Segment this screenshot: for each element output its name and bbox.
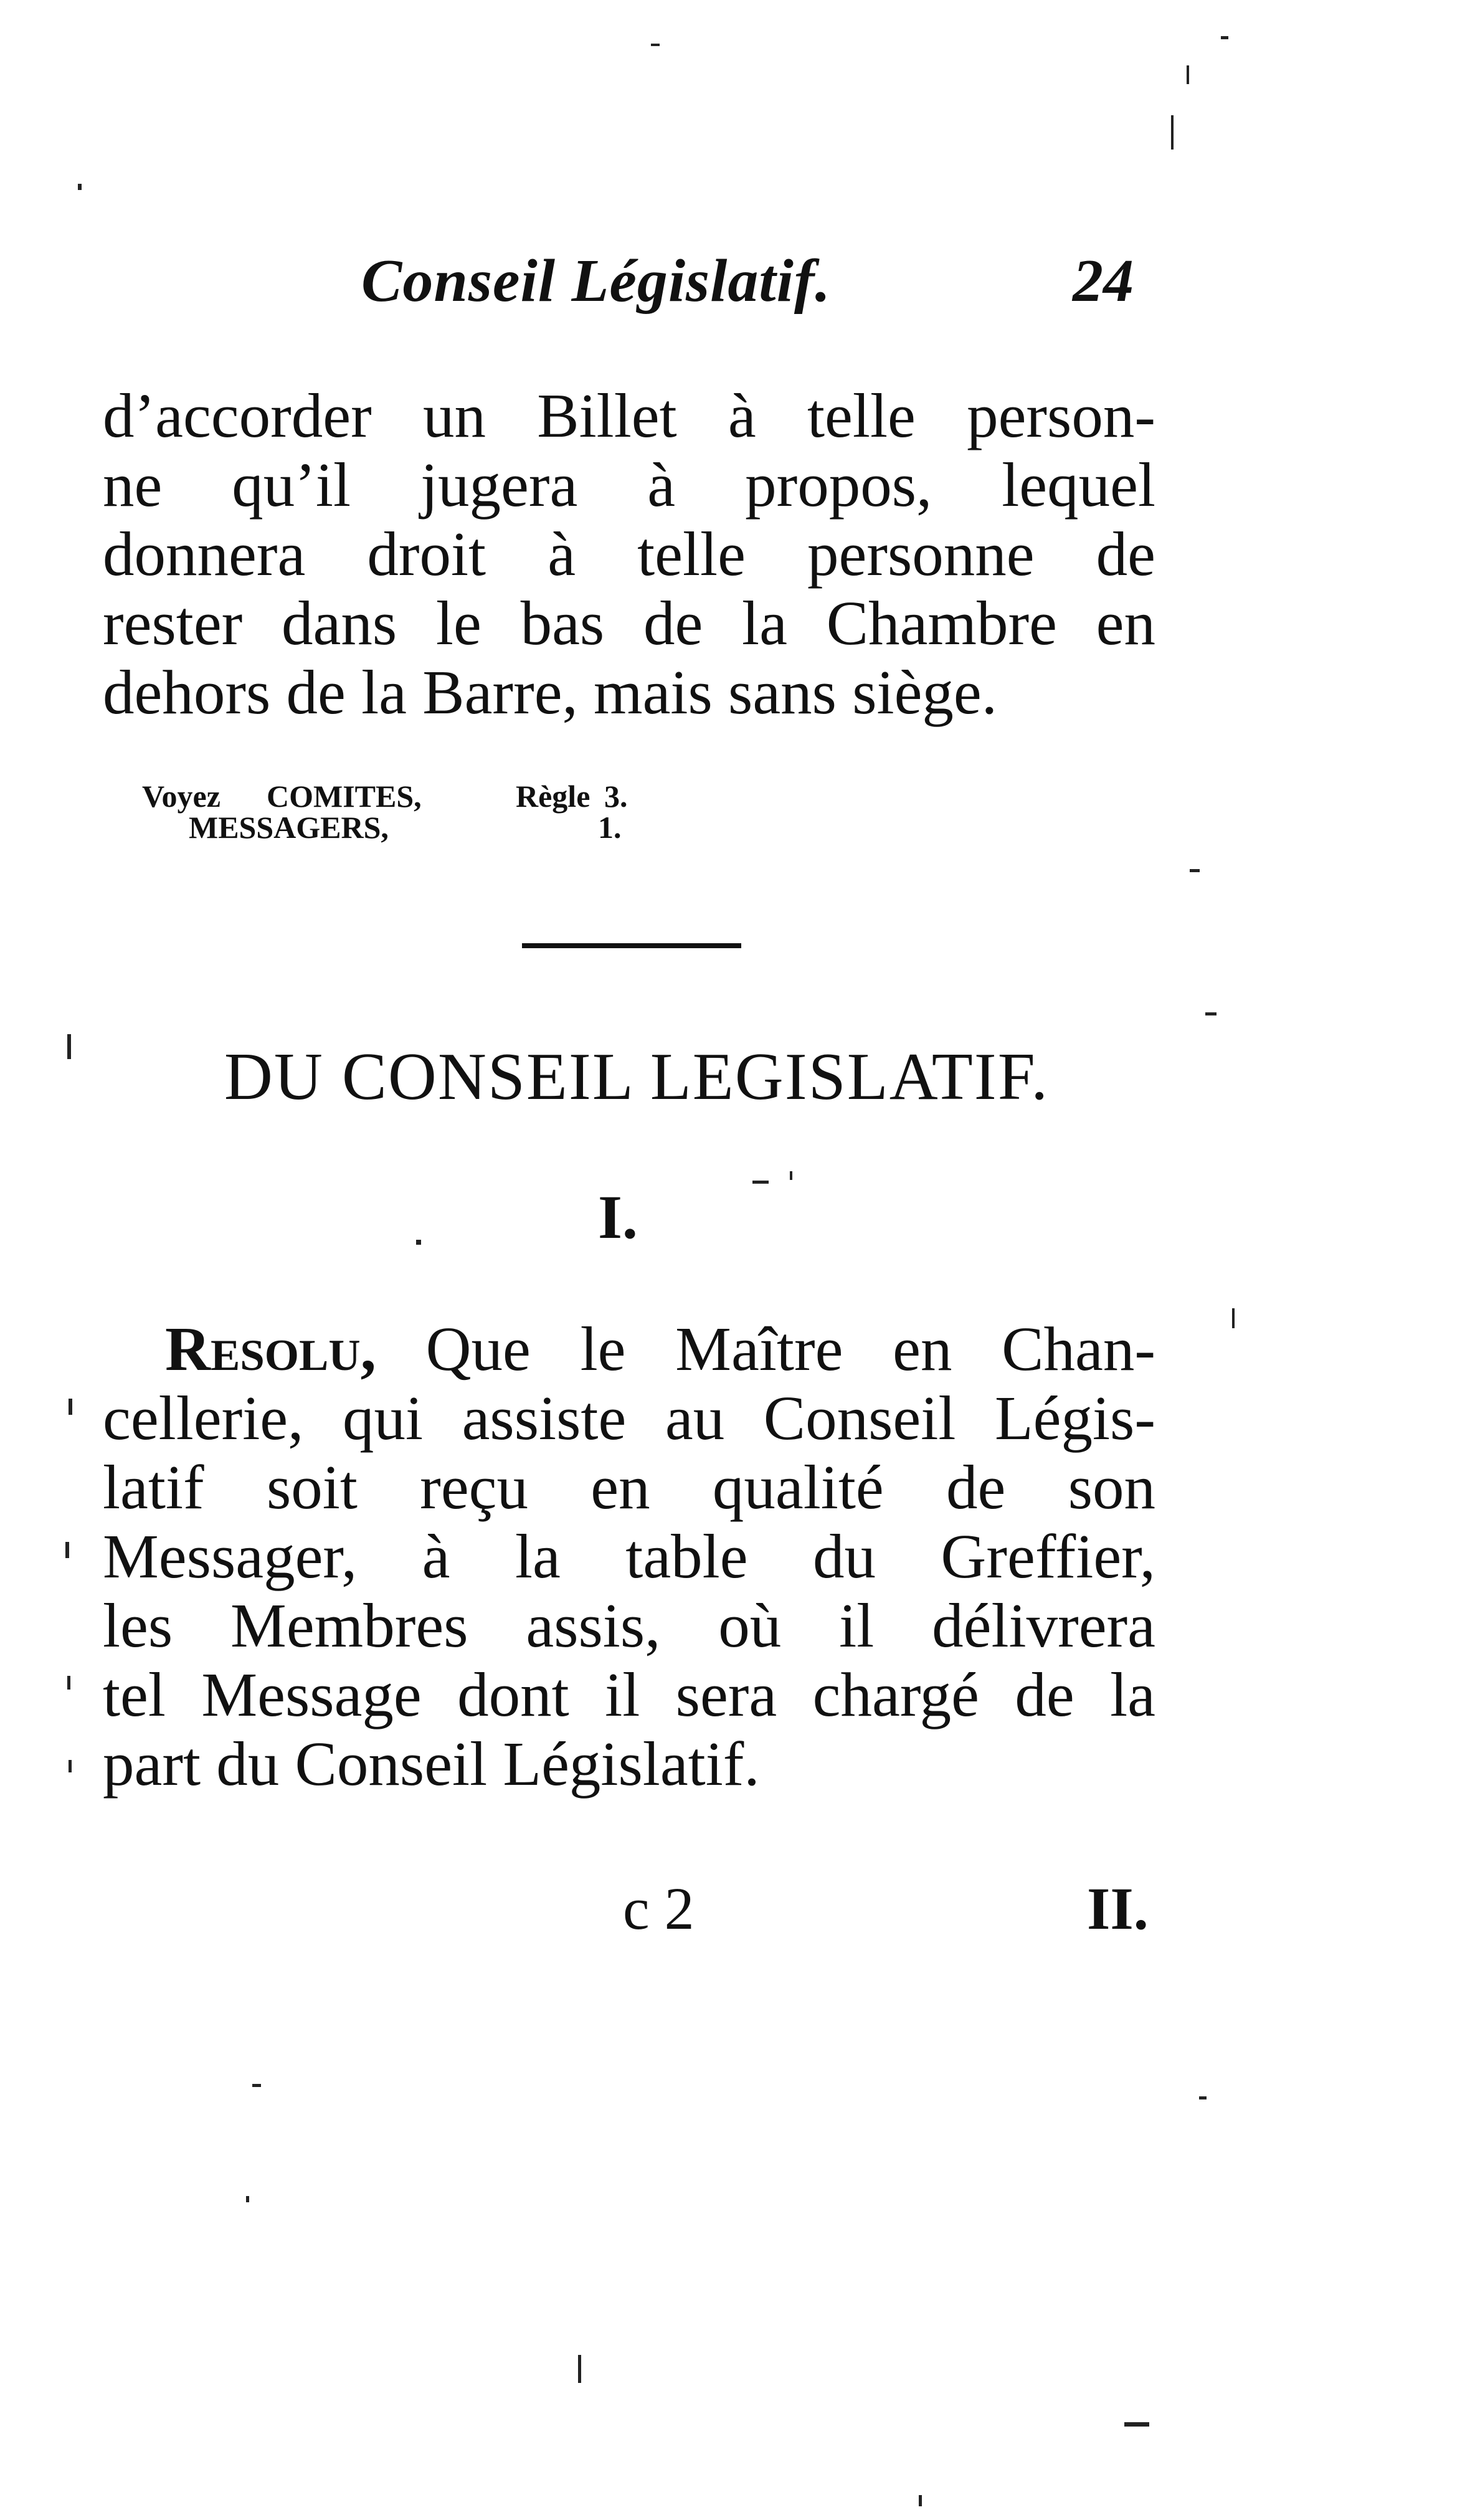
speck [1221, 36, 1228, 39]
paragraph-line-text: Que le Maître en Chan- [376, 1314, 1155, 1384]
page-number: 24 [1073, 247, 1134, 315]
speck [416, 1240, 421, 1245]
speck [1205, 1012, 1217, 1015]
resolution-paragraph [103, 1315, 1155, 1799]
paragraph-line: cellerie, qui assiste au Conseil Légis- [103, 1383, 1155, 1453]
speck [790, 1171, 792, 1180]
paragraph-line [103, 1315, 1155, 1384]
speck [1124, 2422, 1149, 2427]
paragraph-line: latif soit reçu en qualité de son [103, 1452, 1155, 1522]
speck [651, 44, 660, 46]
cross-reference-rule-label: Règle [516, 779, 590, 814]
speck [69, 1399, 72, 1415]
speck [246, 2196, 249, 2202]
paragraph-line: ne qu’il jugera à propos, lequel [103, 450, 1155, 520]
paragraph-line: Messager, à la table du Greffier, [103, 1521, 1155, 1591]
speck [252, 2084, 261, 2087]
cross-reference-rule-number: 1. [598, 810, 622, 845]
speck [67, 1676, 70, 1690]
speck [78, 184, 82, 190]
resolution-first-word: Resolu, [165, 1314, 376, 1384]
paragraph-line: tel Message dont il sera chargé de la [103, 1660, 1155, 1729]
speck [578, 2355, 581, 2383]
speck [919, 2495, 922, 2506]
signature-mark: c 2 [623, 1875, 695, 1942]
paragraph-continuation [103, 381, 1155, 727]
speck [1187, 65, 1189, 84]
cross-reference-key: COMITES, [267, 779, 422, 814]
paragraph-line: dehors de la Barre, mais sans siège. [103, 657, 997, 727]
speck [752, 1181, 769, 1184]
cross-reference-key: MESSAGERS, [189, 810, 389, 845]
section-divider [522, 943, 741, 948]
speck [1190, 869, 1200, 872]
cross-reference-lead: Voyez [142, 779, 221, 814]
speck [1171, 115, 1174, 150]
speck [1199, 2096, 1207, 2099]
paragraph-line: d’accorder un Billet à telle person- [103, 381, 1155, 450]
speck [65, 1542, 69, 1558]
paragraph-line: rester dans le bas de la Chambre en [103, 588, 1155, 658]
running-title: Conseil Législatif. [361, 247, 831, 315]
paragraph-line: part du Conseil Législatif. [103, 1729, 760, 1799]
paragraph-line: les Membres assis, où il délivrera [103, 1590, 1155, 1660]
rule-number: I. [598, 1182, 638, 1252]
paragraph-line: donnera droit à telle personne de [103, 519, 1155, 589]
speck [1232, 1308, 1235, 1328]
speck [67, 1034, 71, 1059]
cross-reference-rule-number: 3. [604, 779, 628, 814]
catchword: II. [1087, 1875, 1149, 1942]
speck [69, 1760, 72, 1772]
section-heading: DU CONSEIL LEGISLATIF. [224, 1040, 1050, 1114]
